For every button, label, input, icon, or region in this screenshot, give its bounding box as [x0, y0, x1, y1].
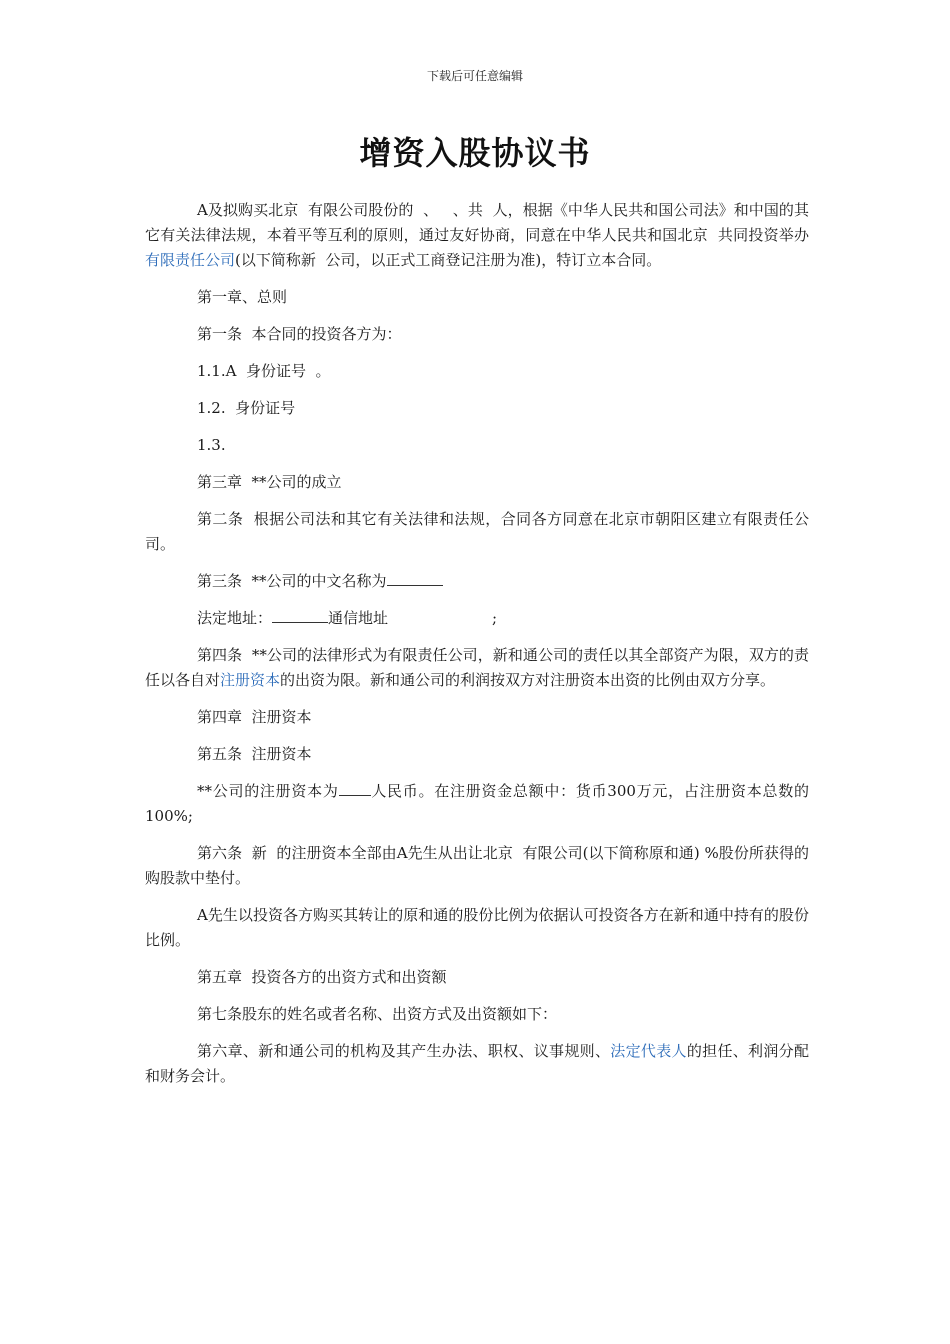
item-1-1: 1.1.A 身份证号 。 [197, 362, 331, 380]
chapter-4-heading: 第四章 注册资本 [197, 708, 312, 726]
address-line [145, 606, 809, 631]
company-name-blank [387, 571, 443, 586]
article-4-text-1: 第四条 **公司的法律形式为有限责任公司，新和通公司的责任以其全部资产为限，双方的责任以各自对 [145, 646, 809, 689]
article-4 [145, 643, 809, 693]
registered-capital-link[interactable]: 注册资本 [220, 671, 281, 689]
chapter-6-text-2: 的担任、利润分配和财务会计。 [145, 1042, 809, 1085]
article-6: 第六条 新 的注册资本全部由A先生从出让北京 有限公司(以下简称原和通) %股份所获得的购股款中垫付。 [145, 844, 809, 887]
chapter-6-text-1: 第六章、新和通公司的机构及其产生办法、职权、议事规则、 [197, 1042, 611, 1060]
article-6-continued: A先生以投资各方购买其转让的原和通的股份比例为依据认可投资各方在新和通中持有的股份比例。 [145, 906, 809, 949]
legal-address-label: 法定地址： [197, 609, 273, 627]
registered-capital-paragraph [145, 779, 809, 829]
article-5: 第五条 注册资本 [197, 745, 312, 763]
header-note: 下载后可任意编辑 [426, 69, 523, 83]
chapter-3-heading: 第三章 **公司的成立 [197, 473, 342, 491]
article-1: 第一条 本合同的投资各方为： [197, 325, 402, 343]
limited-company-link[interactable]: 有限责任公司 [145, 251, 236, 269]
document-body [145, 198, 809, 1101]
capital-text-1: **公司的注册资本为 [197, 782, 339, 800]
article-4-text-2: 的出资为限。新和通公司的利润按双方对注册资本出资的比例由双方分享。 [280, 671, 776, 689]
mailing-address-label: 通信地址 [328, 609, 389, 627]
item-1-3: 1.3. [197, 436, 226, 454]
legal-address-blank [272, 608, 328, 623]
item-1-2: 1.2. 身份证号 [197, 399, 296, 417]
capital-amount-blank [339, 781, 371, 796]
document-title: 增资入股协议书 [359, 134, 591, 172]
intro-paragraph [145, 198, 809, 273]
article-2: 第二条 根据公司法和其它有关法律和法规，合同各方同意在北京市朝阳区建立有限责任公司。 [145, 510, 809, 553]
intro-text-1: A及拟购买北京 有限公司股份的 、 、共 人，根据《中华人民共和国公司法》和中国的其它有关法律法规，本着平等互利的原则，通过友好协商，同意在中华人民共和国北京 共同投资举办 [145, 201, 809, 244]
chapter-6-heading [145, 1039, 809, 1089]
chapter-1-heading: 第一章、总则 [197, 288, 288, 306]
chapter-5-heading: 第五章 投资各方的出资方式和出资额 [197, 968, 447, 986]
article-3 [145, 569, 809, 594]
intro-text-2: (以下简称新 公司，以正式工商登记注册为准)，特订立本合同。 [235, 251, 662, 269]
article-3-text: 第三条 **公司的中文名称为 [197, 572, 387, 590]
article-7: 第七条股东的姓名或者名称、出资方式及出资额如下： [197, 1005, 558, 1023]
capital-text-2: 人民币。在注册资金总额中：货币300万元，占注册资本总数的100%; [145, 782, 809, 825]
legal-representative-link[interactable]: 法定代表人 [610, 1042, 687, 1060]
address-end: ; [492, 609, 498, 627]
